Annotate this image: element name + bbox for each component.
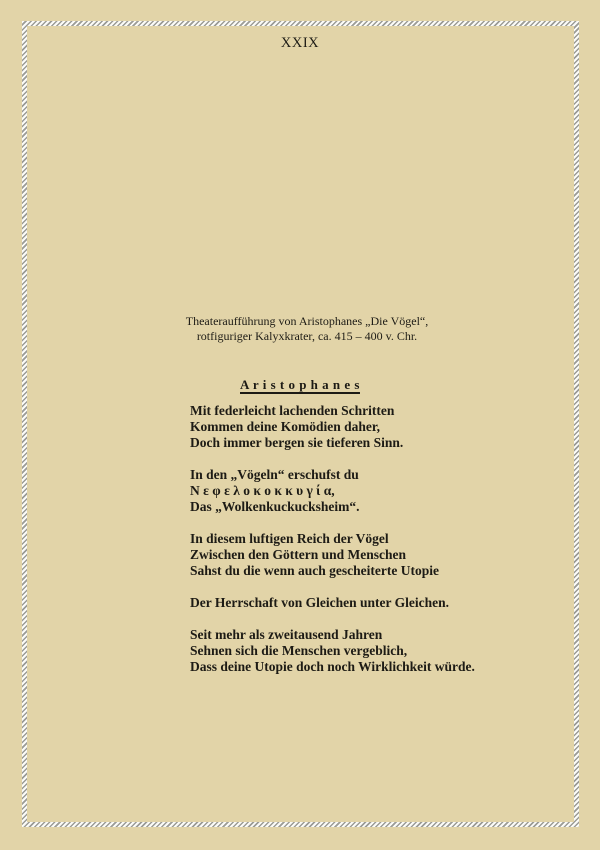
caption-line: Theateraufführung von Aristophanes „Die Vögel“,	[185, 314, 429, 328]
poem-line: Zwischen den Göttern und Menschen	[190, 547, 407, 562]
poem-line: Doch immer bergen sie tieferen Sinn.	[190, 435, 404, 450]
poem-line: Dass deine Utopie doch noch Wirklichkeit würde.	[190, 659, 475, 674]
poem-line: Der Herrschaft von Gleichen unter Gleichen.	[190, 595, 449, 610]
poem-stanza	[190, 403, 475, 451]
poem-line: Ν ε φ ε λ ο κ ο κ κ υ γ ί α,	[190, 483, 335, 498]
poem-line: Seit mehr als zweitausend Jahren	[190, 627, 383, 642]
poem-line: In diesem luftigen Reich der Vögel	[190, 531, 389, 546]
page-number: XXIX	[280, 35, 320, 51]
poem-stanza	[190, 467, 475, 515]
caption-line: rotfiguriger Kalyxkrater, ca. 415 – 400 v. Chr.	[196, 329, 418, 343]
poem-title: A r i s t o p h a n e s	[240, 377, 360, 392]
poem	[190, 403, 475, 675]
poem-line: Kommen deine Komödien daher,	[190, 419, 381, 434]
image-caption	[0, 314, 600, 344]
poem-line: Sahst du die wenn auch gescheiterte Utopie	[190, 563, 439, 578]
poem-line: Sehnen sich die Menschen vergeblich,	[190, 643, 408, 658]
poem-stanza	[190, 531, 475, 579]
poem-title-wrap	[0, 376, 600, 394]
poem-line: Das „Wolkenkuckucksheim“.	[190, 499, 360, 514]
poem-stanza	[190, 627, 475, 675]
poem-stanza	[190, 595, 475, 611]
poem-line: Mit federleicht lachenden Schritten	[190, 403, 395, 418]
poem-line: In den „Vögeln“ erschufst du	[190, 467, 359, 482]
